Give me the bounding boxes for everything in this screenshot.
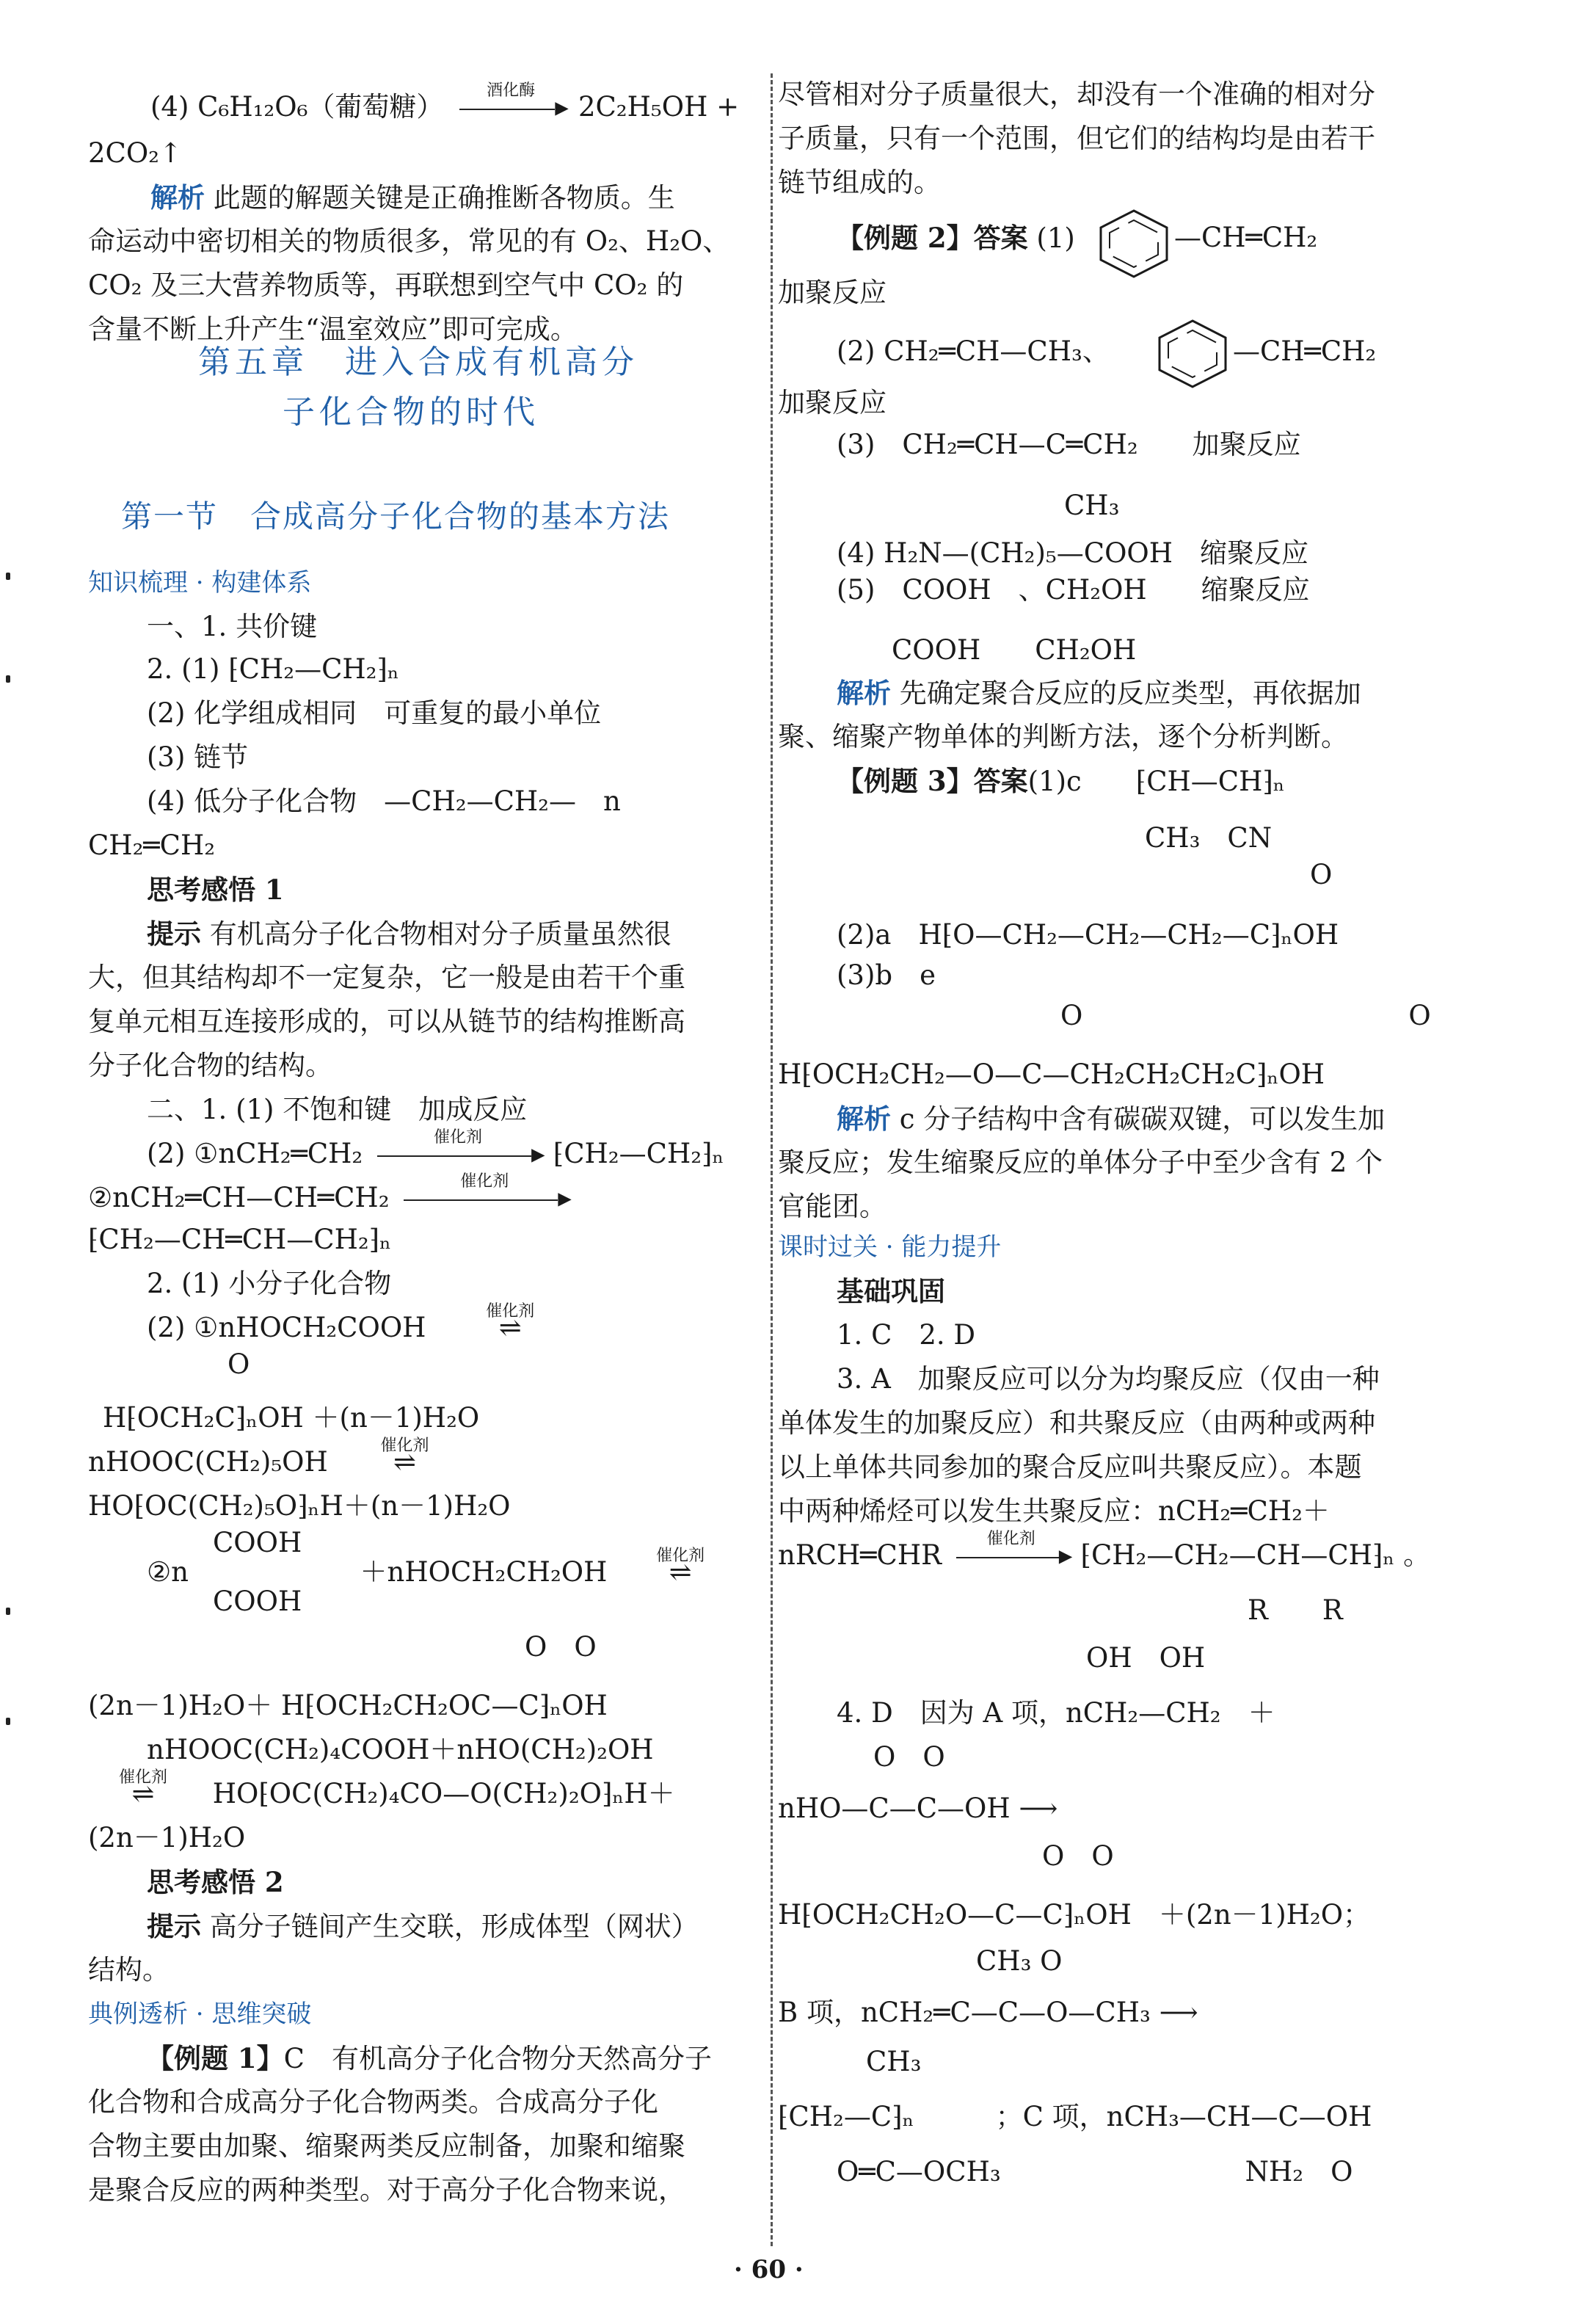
text-line: 2CO₂↑	[88, 137, 183, 169]
text: c 分子结构中含有碳碳双键，可以发生加	[891, 1103, 1386, 1135]
text-line: O═C—OCH₃ NH₂ O	[837, 2156, 1353, 2187]
arrow-condition: 催化剂	[380, 1437, 429, 1455]
text-line: (5) COOH 、CH₂OH 缩聚反应	[837, 574, 1310, 606]
reversible-arrow: 催化剂 ⇌	[343, 1445, 467, 1480]
text-line: 命运动中密切相关的物质很多，常见的有 O₂、H₂O、	[88, 225, 730, 257]
text-line: 化合物和合成高分子化合物两类。合成高分子化	[88, 2086, 658, 2118]
text: C 有机高分子化合物分天然高分子	[283, 2043, 712, 2074]
text-line: 2. (1) 小分子化合物	[147, 1268, 392, 1299]
text-line: (2n－1)H₂O＋ H⁅OCH₂CH₂OC—C⁆ₙOH	[88, 1690, 608, 1721]
text-line: (3) CH₂═CH—C═CH₂ 加聚反应	[837, 429, 1301, 460]
text-line: 官能团。	[778, 1191, 887, 1222]
text-line	[88, 1172, 572, 1216]
text-line: CH₃ O	[976, 1945, 1063, 1977]
arrow-condition: 催化剂	[434, 1128, 483, 1147]
text-line: 合物主要由加聚、缩聚两类反应制备，加聚和缩聚	[88, 2130, 685, 2162]
section-title: 第一节 合成高分子化合物的基本方法	[121, 498, 671, 534]
text-line	[837, 763, 1285, 799]
benzene-ring-icon	[1152, 317, 1233, 391]
text-line: O	[1310, 859, 1333, 890]
benzene-ring-icon	[1093, 207, 1174, 280]
formula: ＋nHOCH₂CH₂OH	[360, 1556, 608, 1588]
example-label: 【例题 1】	[147, 2042, 284, 2074]
text-line	[150, 81, 740, 125]
text-line: ⁅CH₂—CH═CH—CH₂⁆ₙ	[88, 1224, 392, 1255]
hint-label: 提示	[147, 1910, 201, 1942]
reversible-arrow: 催化剂 ⇌	[88, 1776, 198, 1812]
text-line: (2) CH₂═CH—CH₃、	[837, 335, 1110, 367]
text-line: 一、1. 共价键	[147, 611, 318, 642]
chapter-title: 第五章 进入合成有机高分	[198, 344, 638, 381]
text-line: CO₂ 及三大营养物质等，再联想到空气中 CO₂ 的	[88, 269, 684, 301]
text-line: 单体发生的加聚反应）和共聚反应（由两种或两种	[778, 1407, 1375, 1439]
text-line: 复单元相互连接形成的，可以从链节的结构推断高	[88, 1006, 685, 1037]
text-line: O O	[1042, 1840, 1114, 1872]
text-line: 尽管相对分子质量很大，却没有一个准确的相对分	[778, 79, 1375, 110]
analysis-label: 解析	[837, 677, 891, 709]
margin-mark	[6, 675, 10, 683]
chapter-title: 子化合物的时代	[283, 393, 539, 431]
formula: nHOOC(CH₂)₅OH	[88, 1446, 328, 1478]
reversible-arrow: 催化剂 ⇌	[622, 1555, 739, 1590]
formula: (2) ①nCH₂═CH₂	[147, 1138, 363, 1169]
text-line: —CH═CH₂	[1174, 222, 1318, 253]
text-line: (2)a H⁅O—CH₂—CH₂—CH₂—C⁆ₙOH	[837, 919, 1339, 951]
text-line: 大，但其结构却不一定复杂，它一般是由若干个重	[88, 962, 685, 993]
analysis-label: 解析	[837, 1103, 891, 1135]
arrow-condition: 催化剂	[986, 1530, 1035, 1548]
text-line	[147, 916, 671, 952]
text-line: 是聚合反应的两种类型。对于高分子化合物来说，	[88, 2174, 685, 2206]
text-line: 分子化合物的结构。	[88, 1050, 332, 1081]
text-line: 4. D 因为 A 项，nCH₂—CH₂ ＋	[837, 1697, 1275, 1729]
text-line: O	[227, 1348, 250, 1380]
text: 高分子链间产生交联，形成体型（网状）	[201, 1911, 699, 1942]
text-line: nHOOC(CH₂)₄COOH＋nHO(CH₂)₂OH	[147, 1734, 654, 1765]
hint-label: 提示	[147, 918, 201, 950]
text-line: (3) 链节	[147, 741, 249, 773]
text-line	[778, 1530, 1431, 1573]
text-line: 以上单体共同参加的聚合反应叫共聚反应）。本题	[778, 1451, 1362, 1483]
text: 有机高分子化合物相对分子质量虽然很	[201, 918, 671, 950]
text-line: COOH	[213, 1527, 302, 1558]
text-line: CH₃	[1064, 490, 1120, 521]
text-line: O O	[1060, 1000, 1431, 1031]
subsection-heading: 典例透析 · 思维突破	[88, 2000, 312, 2029]
text-line: (2n－1)H₂O	[88, 1822, 246, 1853]
text-line: 加聚反应	[778, 277, 887, 308]
margin-mark	[6, 1718, 10, 1725]
text-line: nHO—C—C—OH ⟶	[778, 1793, 1058, 1824]
text-line: 聚、缩聚产物单体的判断方法，逐个分析判断。	[778, 721, 1348, 752]
formula: ②n	[147, 1556, 189, 1588]
text: (1)c ⁅CH—CH⁆ₙ	[1027, 766, 1285, 797]
formula: (4) C₆H₁₂O₆（葡萄糖）	[150, 91, 444, 123]
formula: nRCH═CHR	[778, 1539, 942, 1571]
formula: (2) ①nHOCH₂COOH	[147, 1312, 426, 1343]
text-line: (3)b e	[837, 959, 936, 991]
subheading: 思考感悟 2	[147, 1866, 284, 1898]
text-line: CH₃	[866, 2046, 922, 2077]
formula: HO⁅OC(CH₂)₄CO—O(CH₂)₂O⁆ₙH＋	[212, 1778, 675, 1809]
text-line	[837, 220, 1075, 256]
text: 此题的解题关键是正确推断各物质。生	[205, 182, 675, 214]
text: 先确定聚合反应的反应类型，再依据加	[891, 678, 1361, 709]
text-line: ⁅CH₂—C⁆ₙ ；C 项，nCH₃—CH—C—OH	[778, 2101, 1372, 2132]
text-line	[837, 675, 1361, 711]
text-line: 结构。	[88, 1954, 170, 1986]
text-line: 加聚反应	[778, 387, 887, 418]
formula: ⁅CH₂—CH₂—CH—CH⁆ₙ 。	[1080, 1539, 1431, 1571]
text-line: —CH═CH₂	[1233, 335, 1377, 367]
subsection-heading: 知识梳理 · 构建体系	[88, 568, 312, 598]
text-line	[147, 1302, 586, 1346]
page-number: · 60 ·	[734, 2255, 804, 2284]
formula: ②nCH₂═CH—CH═CH₂	[88, 1182, 390, 1213]
text-line: H⁅OCH₂CH₂—O—C—CH₂CH₂CH₂C⁆ₙOH	[778, 1058, 1325, 1090]
text-line: 2. (1) ⁅CH₂—CH₂⁆ₙ	[147, 653, 399, 685]
text-line	[147, 2041, 712, 2077]
arrow-condition: 催化剂	[656, 1547, 705, 1565]
text-line: COOH CH₂OH	[892, 634, 1137, 666]
text-line: H⁅OCH₂CH₂O—C—C⁆ₙOH ＋(2n－1)H₂O；	[778, 1899, 1371, 1931]
text-line: CH₃ CN	[1145, 822, 1273, 854]
subsection-heading: 课时过关 · 能力提升	[778, 1232, 1002, 1262]
text-line: B 项，nCH₂═C—C—O—CH₃ ⟶	[778, 1997, 1198, 2028]
text: (1)	[1036, 222, 1075, 254]
text-line: HO⁅OC(CH₂)₅O⁆ₙH＋(n－1)H₂O	[88, 1490, 511, 1522]
formula: ⁅CH₂—CH₂⁆ₙ	[553, 1138, 724, 1169]
text-line: OH OH	[1086, 1642, 1206, 1674]
text-line: COOH	[213, 1586, 302, 1617]
reaction-arrow: 催化剂 ▸	[377, 1136, 539, 1172]
reaction-arrow: 催化剂 ▸	[956, 1538, 1066, 1573]
arrow-condition: 催化剂	[486, 1302, 535, 1321]
subheading: 思考感悟 1	[147, 874, 284, 906]
text-line: O O	[873, 1741, 945, 1773]
text-line: 二、1. (1) 不饱和键 加成反应	[147, 1094, 528, 1125]
analysis-label: 解析	[150, 181, 205, 214]
answer-label: 【例题 2】答案	[837, 222, 1028, 254]
answer-label: 【例题 3】答案	[837, 765, 1028, 797]
formula: 2C₂H₅OH +	[578, 91, 740, 123]
subheading: 基础巩固	[837, 1275, 945, 1307]
text-line: H⁅OCH₂C⁆ₙOH ＋(n－1)H₂O	[103, 1402, 480, 1434]
column-divider	[771, 73, 773, 2246]
text-line: 3. A 加聚反应可以分为均聚反应（仅由一种	[837, 1363, 1380, 1395]
text-line: (4) 低分子化合物 —CH₂—CH₂— n	[147, 785, 621, 817]
text-line	[837, 1101, 1385, 1137]
text-line	[88, 1437, 473, 1480]
arrow-condition: 酒化酶	[487, 81, 536, 100]
text-line: (2) 化学组成相同 可重复的最小单位	[147, 697, 602, 729]
text-line: 聚反应；发生缩聚反应的单体分子中至少含有 2 个	[778, 1147, 1383, 1178]
text-line	[150, 180, 675, 216]
text-line: R R	[1248, 1594, 1343, 1626]
text-line	[88, 1768, 675, 1812]
text-line: CH₂═CH₂	[88, 829, 216, 861]
arrow-condition: 催化剂	[118, 1768, 167, 1787]
margin-mark	[6, 1608, 10, 1615]
reversible-arrow: 催化剂 ⇌	[440, 1310, 580, 1346]
arrow-condition: 催化剂	[460, 1172, 509, 1191]
text-line	[147, 1909, 699, 1944]
text-line: 链节组成的。	[778, 167, 941, 198]
text-line: (4) H₂N—(CH₂)₅—COOH 缩聚反应	[837, 537, 1309, 569]
reaction-arrow: 催化剂 ▸	[404, 1180, 565, 1216]
text-line: 子质量，只有一个范围，但它们的结构均是由若干	[778, 123, 1375, 154]
text-line: O O	[525, 1631, 597, 1663]
margin-mark	[6, 573, 10, 580]
reaction-arrow: 酒化酶 ▸	[459, 90, 562, 125]
text-line: 中两种烯烃可以发生共聚反应：nCH₂═CH₂＋	[778, 1495, 1330, 1527]
text-line: 1. C 2. D	[837, 1319, 976, 1351]
text-line: 含量不断上升产生“温室效应”即可完成。	[88, 313, 578, 345]
